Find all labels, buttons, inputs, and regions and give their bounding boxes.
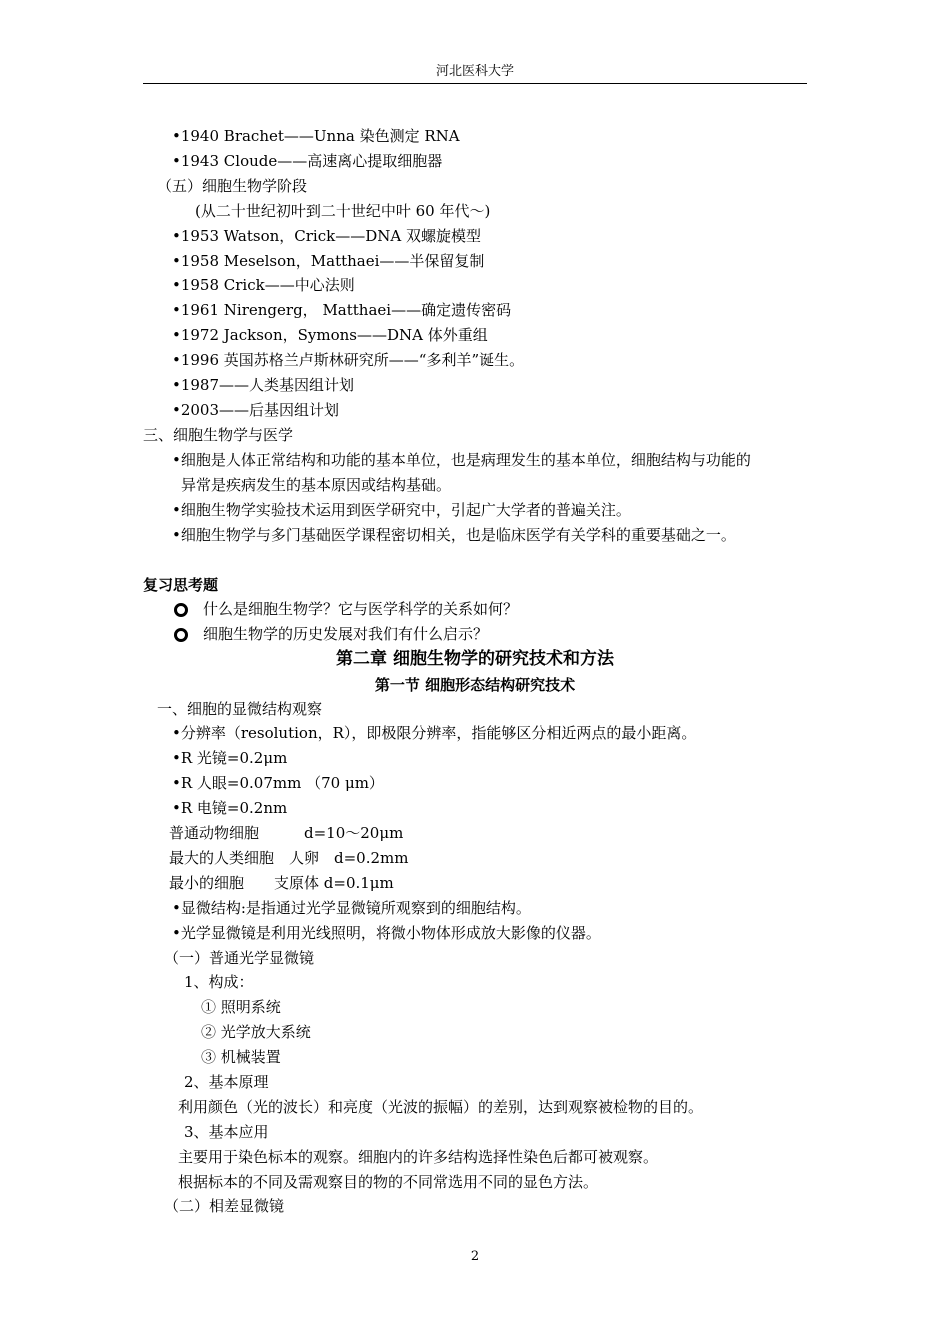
ordinary-microscope-heading: （一）普通光学显微镜: [164, 949, 315, 967]
application-text-2: 根据标本的不同及需观察目的物的不同常选用不同的显色方法。: [178, 1173, 599, 1191]
application-text-1: 主要用于染色标本的观察。细胞内的许多结构选择性染色后都可被观察。: [178, 1148, 659, 1166]
review-title: 复习思考题: [143, 576, 219, 594]
stage-period: (从二十世纪初叶到二十世纪中叶 60 年代～): [195, 202, 491, 220]
light-microscope-definition: •光学显微镜是利用光线照明，将微小物体形成放大影像的仪器。: [172, 924, 601, 942]
history-item-1943: •1943 Cloude——高速离心提取细胞器: [172, 152, 443, 170]
history-item-1940: •1940 Brachet——Unna 染色测定 RNA: [172, 127, 460, 145]
cell-size-smallest: 最小的细胞 支原体 d=0.1μm: [169, 874, 394, 892]
history-item-1953: •1953 Watson，Crick——DNA 双螺旋模型: [172, 227, 481, 245]
medicine-point-2: •细胞生物学实验技术运用到医学研究中，引起广大学者的普遍关注。: [172, 501, 631, 519]
composition-item-2: ② 光学放大系统: [201, 1023, 311, 1041]
history-item-1972: •1972 Jackson，Symons——DNA 体外重组: [172, 326, 488, 344]
principle-text: 利用颜色（光的波长）和亮度（光波的振幅）的差别，达到观察被检物的目的。: [178, 1098, 704, 1116]
review-question-1: 什么是细胞生物学？它与医学科学的关系如何？: [203, 600, 519, 618]
history-item-2003: •2003——后基因组计划: [172, 401, 340, 419]
header-rule: [143, 83, 807, 84]
resolution-electron-microscope: •R 电镜=0.2nm: [172, 799, 288, 817]
resolution-light-microscope: •R 光镜=0.2μm: [172, 749, 288, 767]
section-title: 第一节 细胞形态结构研究技术: [374, 676, 576, 694]
cell-size-animal: 普通动物细胞 d=10～20μm: [169, 824, 404, 842]
resolution-definition: •分辨率（resolution，R），即极限分辨率，指能够区分相近两点的最小距离。: [172, 724, 697, 742]
review-question-2: 细胞生物学的历史发展对我们有什么启示？: [203, 625, 489, 643]
composition-item-1: ① 照明系统: [201, 998, 281, 1016]
resolution-human-eye: •R 人眼=0.07mm （70 μm）: [172, 774, 384, 792]
cell-size-largest: 最大的人类细胞 人卵 d=0.2mm: [169, 849, 409, 867]
phase-contrast-heading: （二）相差显微镜: [164, 1197, 285, 1215]
subsection-heading: 一、细胞的显微结构观察: [157, 700, 323, 718]
medicine-point-1-cont: 异常是疾病发生的基本原因或结构基础。: [181, 476, 452, 494]
principle-heading: 2、基本原理: [184, 1073, 269, 1091]
history-item-1958a: •1958 Meselson，Matthaei——半保留复制: [172, 252, 485, 270]
history-item-1958b: •1958 Crick——中心法则: [172, 276, 355, 294]
chapter-title: 第二章 细胞生物学的研究技术和方法: [336, 649, 614, 669]
medicine-point-3: •细胞生物学与多门基础医学课程密切相关，也是临床医学有关学科的重要基础之一。: [172, 526, 736, 544]
page-number: 2: [470, 1249, 480, 1264]
circle-bullet-icon: [174, 628, 188, 642]
composition-heading: 1、构成：: [184, 973, 254, 991]
history-item-1987: •1987——人类基因组计划: [172, 376, 355, 394]
history-item-1961: •1961 Nirengerg， Matthaei——确定遗传密码: [172, 301, 512, 319]
medicine-point-1: •细胞是人体正常结构和功能的基本单位，也是病理发生的基本单位，细胞结构与功能的: [172, 451, 751, 469]
application-heading: 3、基本应用: [184, 1123, 269, 1141]
page-header: 河北医科大学: [435, 64, 514, 79]
microstructure-definition: •显微结构:是指通过光学显微镜所观察到的细胞结构。: [172, 899, 531, 917]
history-item-1996: •1996 英国苏格兰卢斯林研究所——“多利羊”诞生。: [172, 351, 525, 369]
circle-bullet-icon: [174, 603, 188, 617]
section-heading-medicine: 三、细胞生物学与医学: [143, 426, 294, 444]
composition-item-3: ③ 机械装置: [201, 1048, 281, 1066]
stage-heading: （五）细胞生物学阶段: [157, 177, 308, 195]
